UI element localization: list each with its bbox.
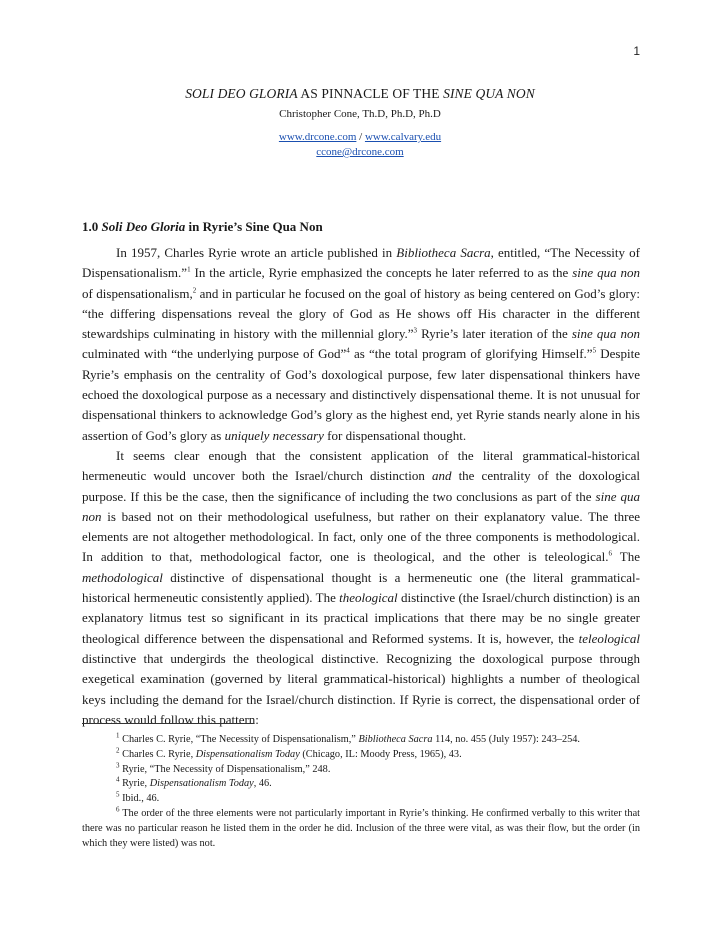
link-drcone[interactable]: www.drcone.com [278,131,357,143]
footnote-1-number: 1 [116,731,120,740]
footnote-ref-3[interactable]: 3 [413,326,418,335]
footnote-ref-2[interactable]: 2 [192,286,197,295]
p1-text-9: Despite Ryrie’s emphasis on the centrality of God’s doxological purpose, few later dispensational thinkers have echoed the doxological purpose as a necessary and distinctively dispensational theme. It is not unusual for dispensational thinkers to acknowledge God’s glory as the highest end, yet Ryrie stands nearly alone in his assertion of God’s glory as [82,346,640,443]
link-calvary[interactable]: www.calvary.edu [364,131,442,143]
p2-text-1: It seems clear enough that the consistent application of the literal grammatical-historical hermeneutic would uncover both the Israel/church distinction [82,447,640,484]
p1-italic-1: Bibliotheca Sacra [396,245,491,260]
paragraph-2 [82,446,640,730]
footnote-6 [82,807,640,851]
p2-italic-4: theological [339,590,398,606]
footnote-1-italic: Bibliotheca Sacra [358,734,433,745]
footnote-2-number: 2 [116,746,120,755]
p2-text-5: distinctive of dispensational thought is a hermeneutic one (the literal grammatical-historical hermeneutic consistently applied). The [82,569,640,606]
p1-text-5: and in particular he focused on the goal of history as being centered on God’s glory: “the differing dispensations reveal the glory of God as He shows off His character in the different stewardships culminating in history with the millennial glory.” [82,285,640,342]
footnote-5 [82,792,640,807]
footnote-ref-1[interactable]: 1 [187,265,191,274]
p1-italic-4: uniquely necessary [224,427,324,443]
footnote-2 [82,748,640,763]
footnote-4-text-b: , 46. [253,778,272,790]
p2-italic-2: sine qua non [82,488,640,524]
footnote-divider [82,723,254,724]
footnote-2-text-a: Charles C. Ryrie, [119,748,196,760]
footnote-1 [82,733,640,748]
contact-links [0,130,720,160]
paper-title [0,86,720,102]
link-separator: / [356,131,365,143]
section-heading [82,219,323,235]
p2-text-3: is based not on their methodological usefulness, but rather on their explanatory value. The three elements are not altogether methodological. In fact, only one of the three components is methodological. In addition to that, methodological factor, one is theological, and the other is teleological. [82,508,640,565]
footnote-6-text: The order of the three elements were not particularly important in Ryrie’s thinking. He confirmed verbally to this writer that there was no particular reason he listed them in the order he did. Inclusion of the three were vital, as was their flow, but the order (in which they were listed) was not. [82,807,640,849]
footnote-1-text-b: 114, no. 455 (July 1957): 243–254. [432,734,581,745]
p2-text-2: the centrality of the doxological purpose. If this be the case, then the significance of including the two conclusions as part of the [82,468,640,504]
footnote-1-text-a: Charles C. Ryrie, “The Necessity of Dispensationalism,” [119,734,359,745]
title-italic-sine-qua-non: SINE QUA NON [443,86,535,101]
link-email[interactable]: ccone@drcone.com [316,146,404,158]
footnote-4 [82,777,640,792]
p2-italic-3: methodological [82,569,163,585]
p2-text-7: distinctive that undergirds the theological distinctive. Recognizing the doxological purpose through exegetical examination (governed by literal grammatical-historical) highlights a number of theological keys including the demand for the Israel/church distinction. If Ryrie is correct, the dispensational order of process would follow this pattern: [82,650,640,727]
title-middle: AS PINNACLE OF THE [297,86,444,101]
footnote-4-text-a: Ryrie, [119,778,150,790]
footnote-2-text-b: (Chicago, IL: Moody Press, 1965), 43. [299,748,462,760]
section-heading-italic: Soli Deo Gloria [101,219,186,234]
p1-text-4: of dispensationalism, [82,285,193,301]
p1-text-2: , entitled, “The Necessity of Dispensationalism.” [82,245,640,281]
footnote-4-number: 4 [116,775,120,784]
footnote-2-italic: Dispensationalism Today [195,748,300,760]
p1-text-6: Ryrie’s later iteration of the [417,326,572,342]
section-number: 1.0 [82,219,102,234]
author-line: Christopher Cone, Th.D, Ph.D, Ph.D [279,108,441,120]
p1-text-8: as “the total program of glorifying Himself.” [349,346,593,362]
p2-italic-1: and [431,468,452,484]
footnote-3 [82,763,640,778]
footnotes [82,733,640,851]
paragraph-1 [82,243,640,446]
p1-italic-2: sine qua non [572,265,640,281]
page-number: 1 [633,44,640,58]
footnote-ref-6[interactable]: 6 [608,550,613,559]
p1-italic-3: sine qua non [571,326,640,342]
p1-text-3: In the article, Ryrie emphasized the concepts he later referred to as the [190,265,573,281]
footnote-ref-5[interactable]: 5 [592,347,597,356]
p2-italic-5: teleological [578,630,640,646]
p2-text-6: distinctive (the Israel/church distinction) is an explanatory litmus test so significant in its practical implications that there may be no single greater theological difference between the dispensational and Reformed systems. It is, however, the [82,590,640,646]
footnote-5-text: Ibid., 46. [119,793,160,805]
body-text [82,243,640,730]
p1-text-1: In 1957, Charles Ryrie wrote an article published in [116,245,397,260]
p2-text-4: The [612,549,640,565]
footnote-4-italic: Dispensationalism Today [149,778,254,790]
footnote-5-number: 5 [116,790,120,799]
footnote-6-number: 6 [116,805,120,814]
p1-text-7: culminated with “the underlying purpose of God” [82,346,347,362]
footnote-ref-4[interactable]: 4 [346,347,350,356]
p1-text-10: for dispensational thought. [323,427,467,443]
footnote-3-text: Ryrie, “The Necessity of Dispensationalism,” 248. [119,763,331,775]
title-italic-soli-deo-gloria: SOLI DEO GLORIA [185,86,298,101]
section-heading-rest: in Ryrie’s Sine Qua Non [185,219,323,234]
footnote-3-number: 3 [116,761,120,770]
